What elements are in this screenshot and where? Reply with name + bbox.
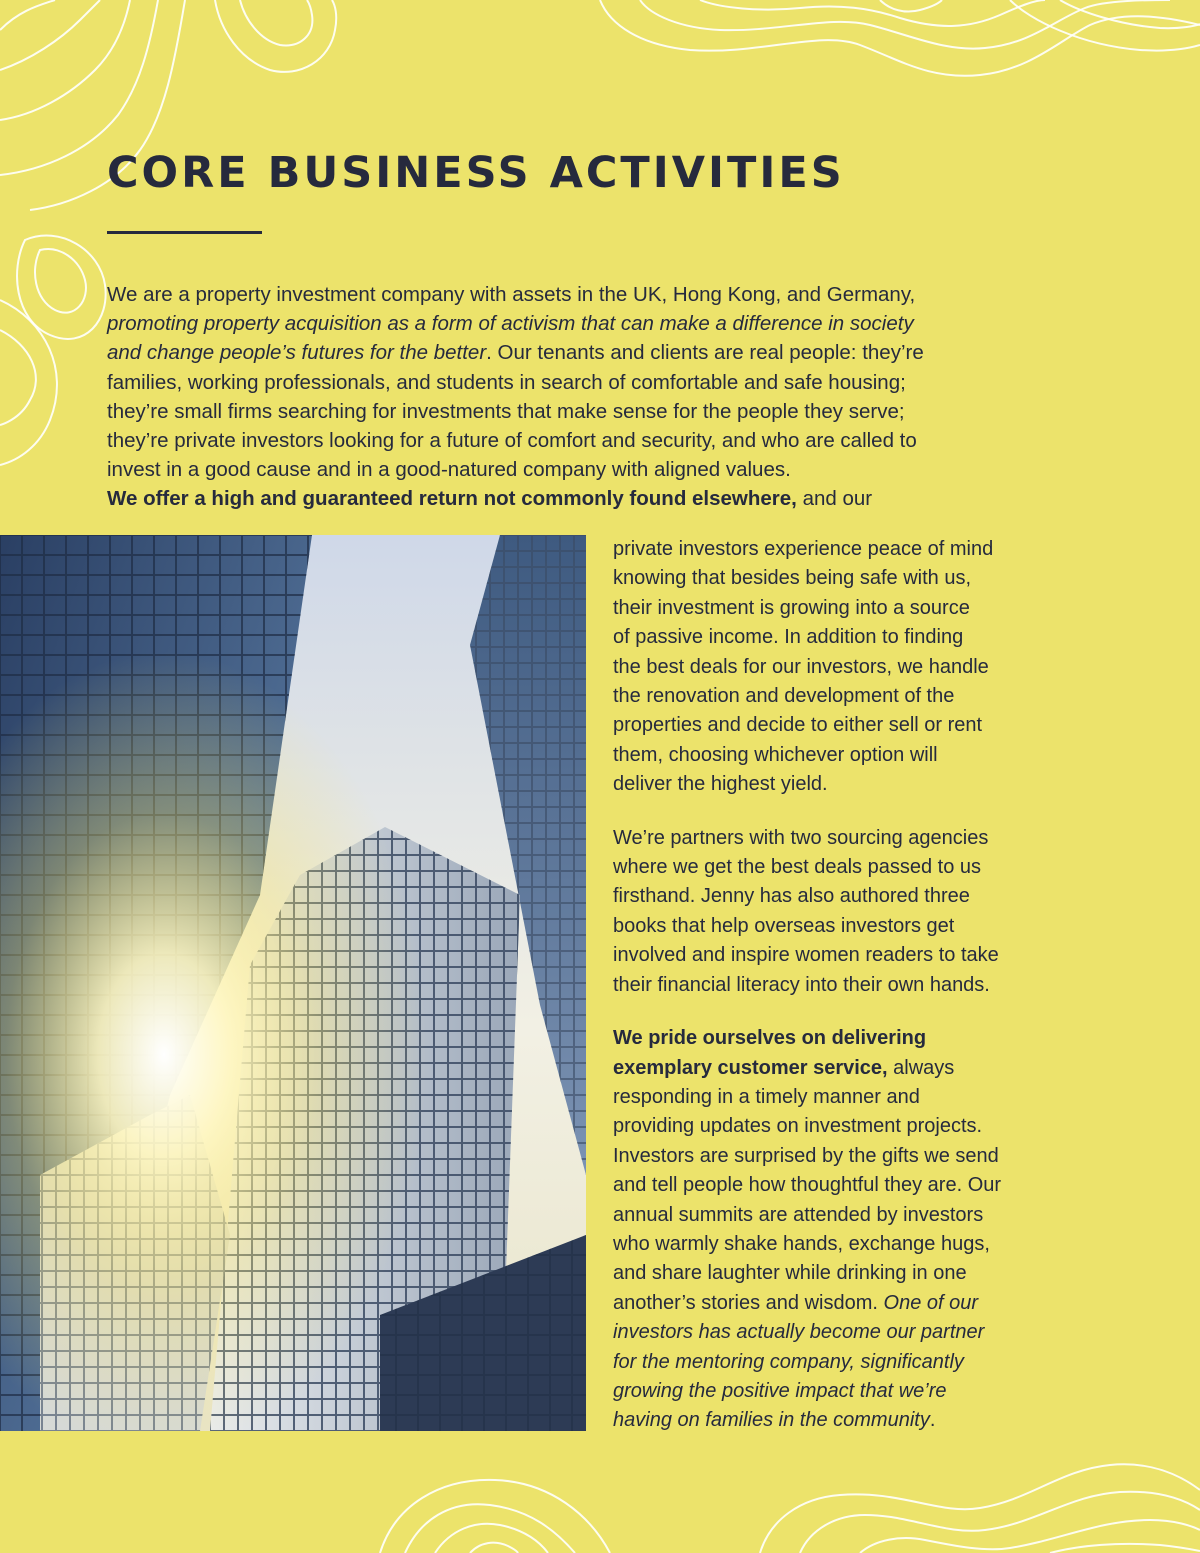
paragraph-customer-service — [613, 1024, 1113, 1436]
text-line: . — [929, 1409, 936, 1432]
paragraph-investors — [613, 535, 1113, 800]
text-line: of passive income. In addition to finding — [613, 626, 964, 649]
page-title: CORE BUSINESS ACTIVITIES — [107, 148, 845, 198]
text-line: properties and decide to either sell or rent — [613, 714, 983, 737]
text-line: One of our — [883, 1291, 979, 1314]
text-line: invest in a good cause and in a good-natured company with aligned values. — [107, 458, 791, 482]
contour-top-right — [600, 0, 1200, 76]
text-line: they’re private investors looking for a future of comfort and security, and who are called to — [107, 429, 917, 453]
text-line: responding in a timely manner and — [613, 1085, 920, 1108]
text-line: and tell people how thoughtful they are. Our — [613, 1174, 1002, 1197]
text-line: and change people’s futures for the better — [107, 341, 487, 365]
text-line: them, choosing whichever option will — [613, 743, 938, 766]
text-line: deliver the highest yield. — [613, 773, 828, 796]
text-line: their financial literacy into their own hands. — [613, 973, 990, 996]
text-line: private investors experience peace of mind — [613, 538, 994, 560]
text-line: exemplary customer service, — [613, 1056, 888, 1079]
intro-paragraph — [107, 280, 1107, 514]
text-line: for the mentoring company, significantly — [613, 1350, 964, 1373]
text-line: their investment is growing into a source — [613, 596, 970, 619]
text-line: Investors are surprised by the gifts we send — [613, 1144, 999, 1167]
text-line: providing updates on investment projects. — [613, 1115, 983, 1138]
text-line: they’re small firms searching for investments that make sense for the people they serve; — [107, 399, 905, 423]
text-line: who warmly shake hands, exchange hugs, — [613, 1232, 990, 1255]
contour-bottom — [380, 1464, 1200, 1553]
text-line: always — [887, 1056, 955, 1079]
text-line: families, working professionals, and students in search of comfortable and safe housing; — [107, 370, 906, 394]
text-line: We’re partners with two sourcing agencies — [613, 826, 989, 849]
text-line: firsthand. Jenny has also authored three — [613, 885, 970, 908]
text-line: having on families in the community — [613, 1409, 930, 1432]
skyscrapers-photo — [0, 535, 586, 1431]
text-line: We pride ourselves on delivering — [613, 1027, 927, 1050]
text-line: the renovation and development of the — [613, 685, 955, 708]
skyscrapers-illustration — [0, 535, 586, 1431]
text-line: involved and inspire women readers to take — [613, 944, 999, 967]
text-line: the best deals for our investors, we handle — [613, 655, 989, 678]
paragraph-partners — [613, 824, 1113, 1000]
right-column — [613, 535, 1113, 1460]
text-line: and share laughter while drinking in one — [613, 1262, 967, 1285]
text-line: promoting property acquisition as a form of activism that can make a difference in society — [107, 312, 914, 336]
text-line: We offer a high and guaranteed return not commonly found elsewhere, — [107, 487, 797, 511]
text-line: another’s stories and wisdom. — [613, 1291, 884, 1314]
text-line: and our — [796, 487, 873, 511]
title-underline — [107, 231, 262, 234]
text-line: annual summits are attended by investors — [613, 1203, 984, 1226]
text-line: where we get the best deals passed to us — [613, 856, 982, 879]
text-line: growing the positive impact that we’re — [613, 1379, 947, 1402]
text-line: . Our tenants and clients are real people: they’re — [486, 341, 924, 365]
text-line: investors has actually become our partner — [613, 1321, 985, 1344]
text-line: We are a property investment company with assets in the UK, Hong Kong, and Germany, — [107, 283, 916, 306]
text-line: knowing that besides being safe with us, — [613, 567, 971, 590]
text-line: books that help overseas investors get — [613, 914, 955, 937]
